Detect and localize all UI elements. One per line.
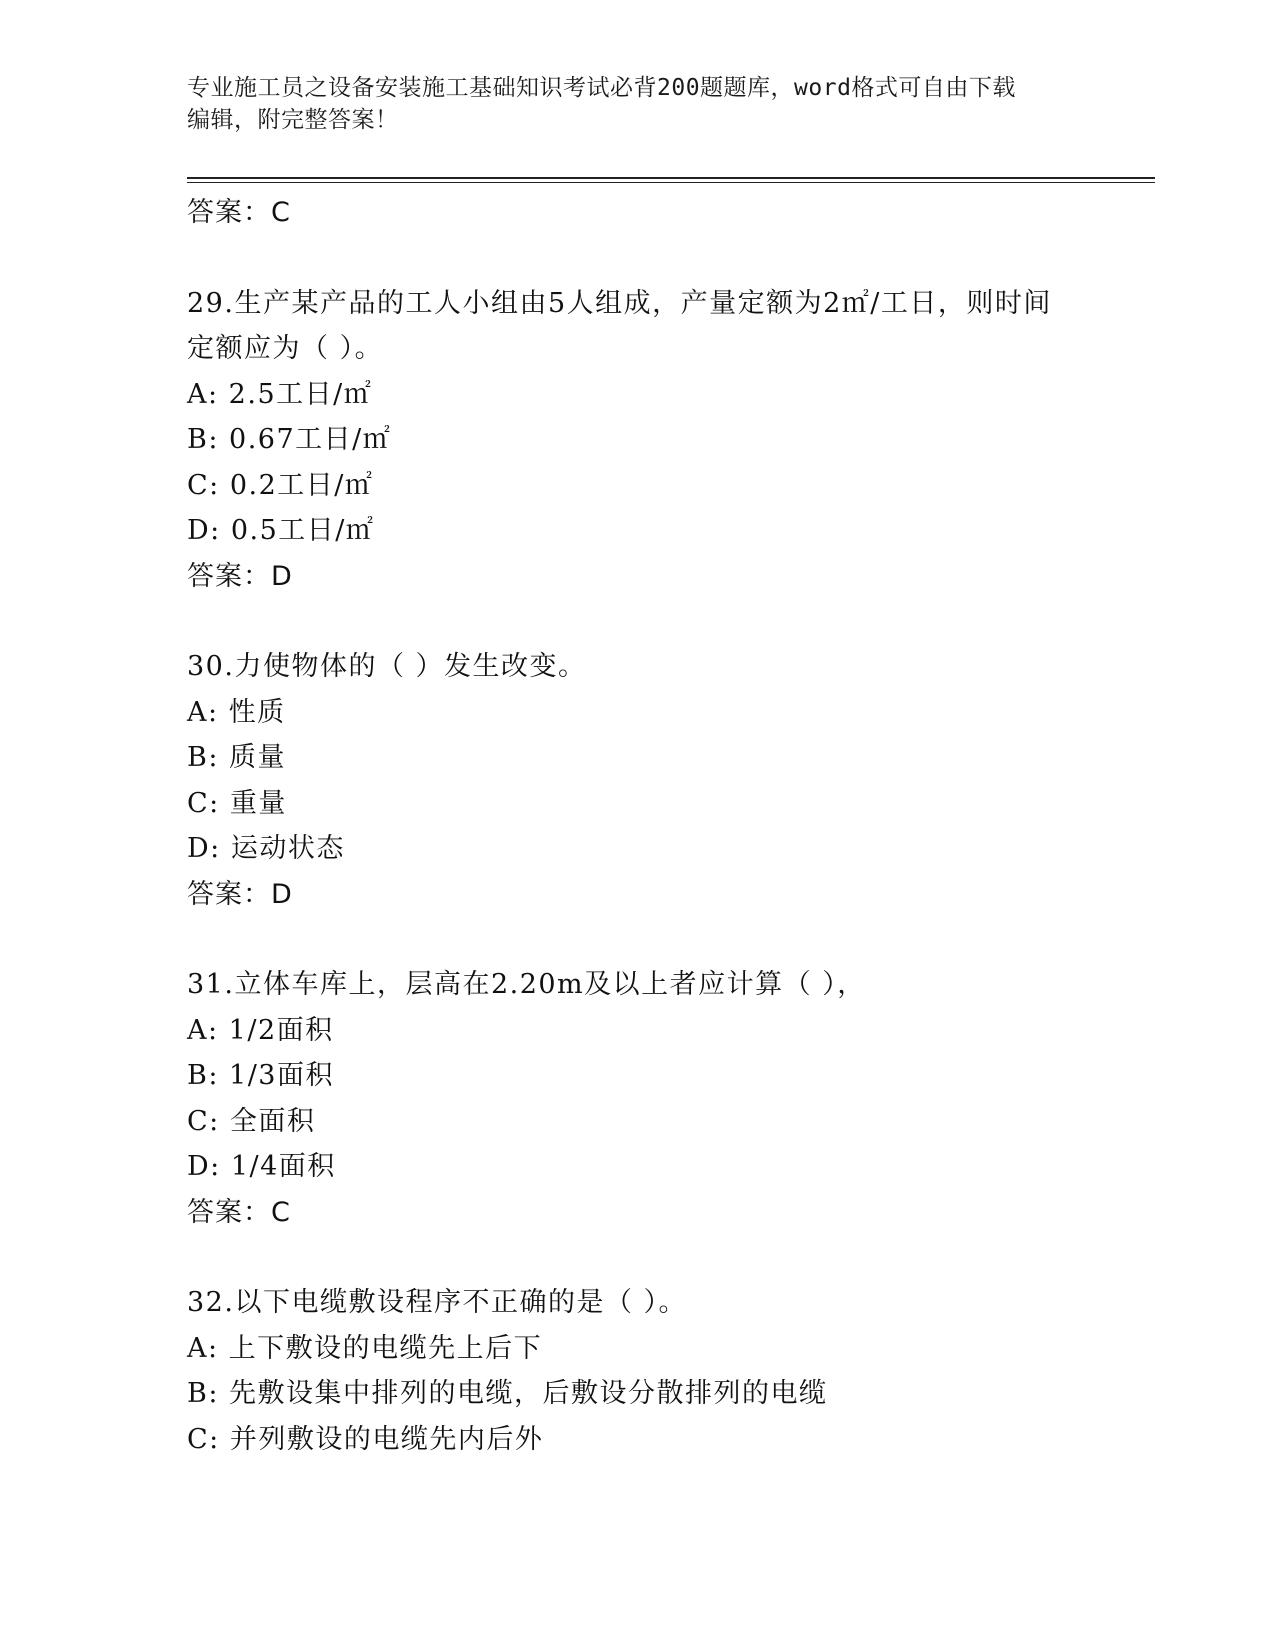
option-c: C: 重量 xyxy=(187,787,287,819)
question-stem: 30.力使物体的（ ）发生改变。 xyxy=(187,651,587,682)
option-a: A: 上下敷设的电缆先上后下 xyxy=(187,1332,543,1364)
option-b: B: 0.67工日/㎡ xyxy=(187,424,392,455)
question-30 xyxy=(187,644,1147,917)
question-32 xyxy=(187,1280,1147,1462)
header-line-2: 编辑，附完整答案！ xyxy=(187,107,399,133)
question-stem: 29.生产某产品的工人小组由5人组成，产量定额为2㎡/工日，则时间 xyxy=(187,287,1052,319)
option-a: A: 2.5工日/㎡ xyxy=(187,378,373,410)
document-header xyxy=(187,72,1087,136)
header-rule xyxy=(187,177,1155,179)
question-stem: 31.立体车库上，层高在2.20m及以上者应计算（ ）， xyxy=(187,969,866,1000)
document-body xyxy=(187,190,1147,1462)
header-line-1: 专业施工员之设备安装施工基础知识考试必背200题题库，word格式可自由下载 xyxy=(187,75,1016,101)
option-c: C: 0.2工日/㎡ xyxy=(187,469,374,501)
question-stem: 32.以下电缆敷设程序不正确的是（ ）。 xyxy=(187,1287,688,1318)
option-c: C: 并列敷设的电缆先内后外 xyxy=(187,1423,544,1455)
question-29 xyxy=(187,281,1147,600)
option-b: B: 先敷设集中排列的电缆，后敷设分散排列的电缆 xyxy=(187,1378,828,1409)
option-b: B: 1/3面积 xyxy=(187,1060,334,1091)
option-d: D: 1/4面积 xyxy=(187,1151,336,1182)
option-d: D: 0.5工日/㎡ xyxy=(187,515,375,546)
question-stem: 定额应为（ ）。 xyxy=(187,333,384,364)
question-31 xyxy=(187,962,1147,1235)
header-rule-thin xyxy=(187,182,1155,183)
option-a: A: 1/2面积 xyxy=(187,1014,334,1046)
answer: 答案：D xyxy=(187,560,293,592)
answer: 答案：C xyxy=(187,1196,291,1228)
answer-28: 答案：C xyxy=(187,197,291,228)
option-b: B: 质量 xyxy=(187,742,287,773)
option-c: C: 全面积 xyxy=(187,1105,316,1137)
option-d: D: 运动状态 xyxy=(187,833,345,864)
answer: 答案：D xyxy=(187,878,293,910)
option-a: A: 性质 xyxy=(187,696,286,728)
